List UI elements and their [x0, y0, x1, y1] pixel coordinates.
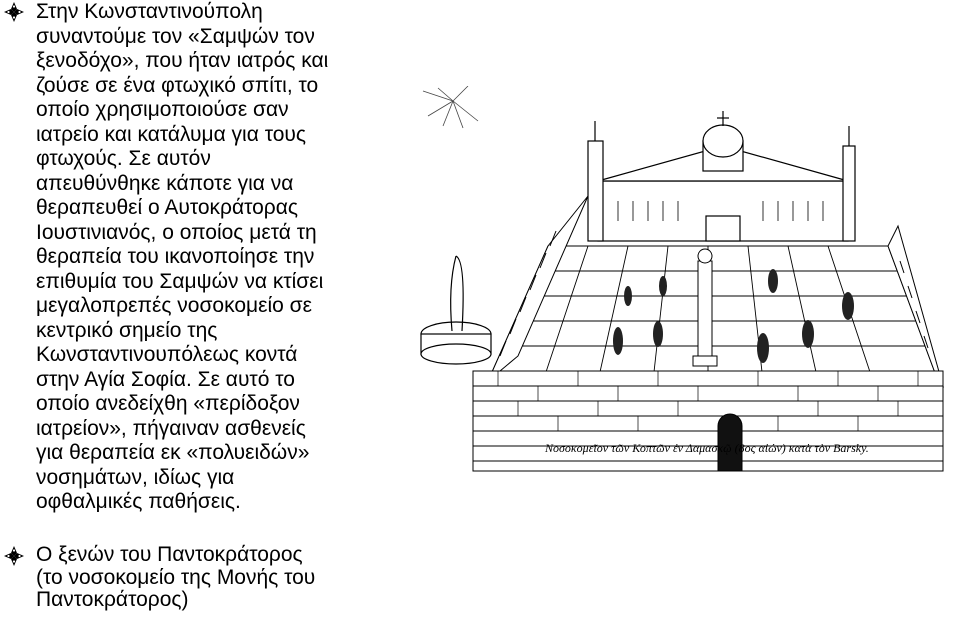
diamond-bullet-icon: [4, 2, 24, 22]
sunburst-decoration: [423, 86, 478, 128]
diamond-bullet-icon: [4, 546, 24, 566]
back-building: [588, 111, 855, 241]
figure-caption: Νοσοκομεῖον τῶν Κοπτῶν ἐν Δαμασκῷ (8ος αἰών) κατὰ τὸν Barsky.: [545, 441, 869, 455]
main-paragraph: Στην Κωνσταντινούπολη συναντούμε τον «Σαμψών τον ξενοδόχο», που ήταν ιατρός και ζούσε σε ένα φτωχικό σπίτι, το οποίο χρησιμοποιούσε σαν ιατρείο και κατάλυμα για τους φτωχούς. Σε αυτόν απευθύνθηκε κάποτε για να θεραπευθεί ο Αυτοκράτορας Ιουστινιανός, ο οποίος μετά τη θεραπεία του ικανοποίησε την επιθυμία του Σαμψών να κτίσει μεγαλοπρεπές νοσοκομείο σε κεντρικό σημείο της Κωνσταντινουπόλεως κοντά στην Αγία Σοφία. Σε αυτό το οποίο ανεδείχθη «περίδοξον ιατρείον», πήγαιναν ασθενείς για θεραπεία εκ «πολυειδών» νοσημάτων, ιδίως για οφθαλμικές παθήσεις.: [36, 0, 329, 513]
hospital-engraving-illustration: [418, 86, 948, 486]
second-paragraph: Ο ξενών του Παντοκράτορος (το νοσοκομείο της Μονής του Παντοκράτορος): [36, 543, 316, 611]
well-illustration: [421, 256, 491, 364]
